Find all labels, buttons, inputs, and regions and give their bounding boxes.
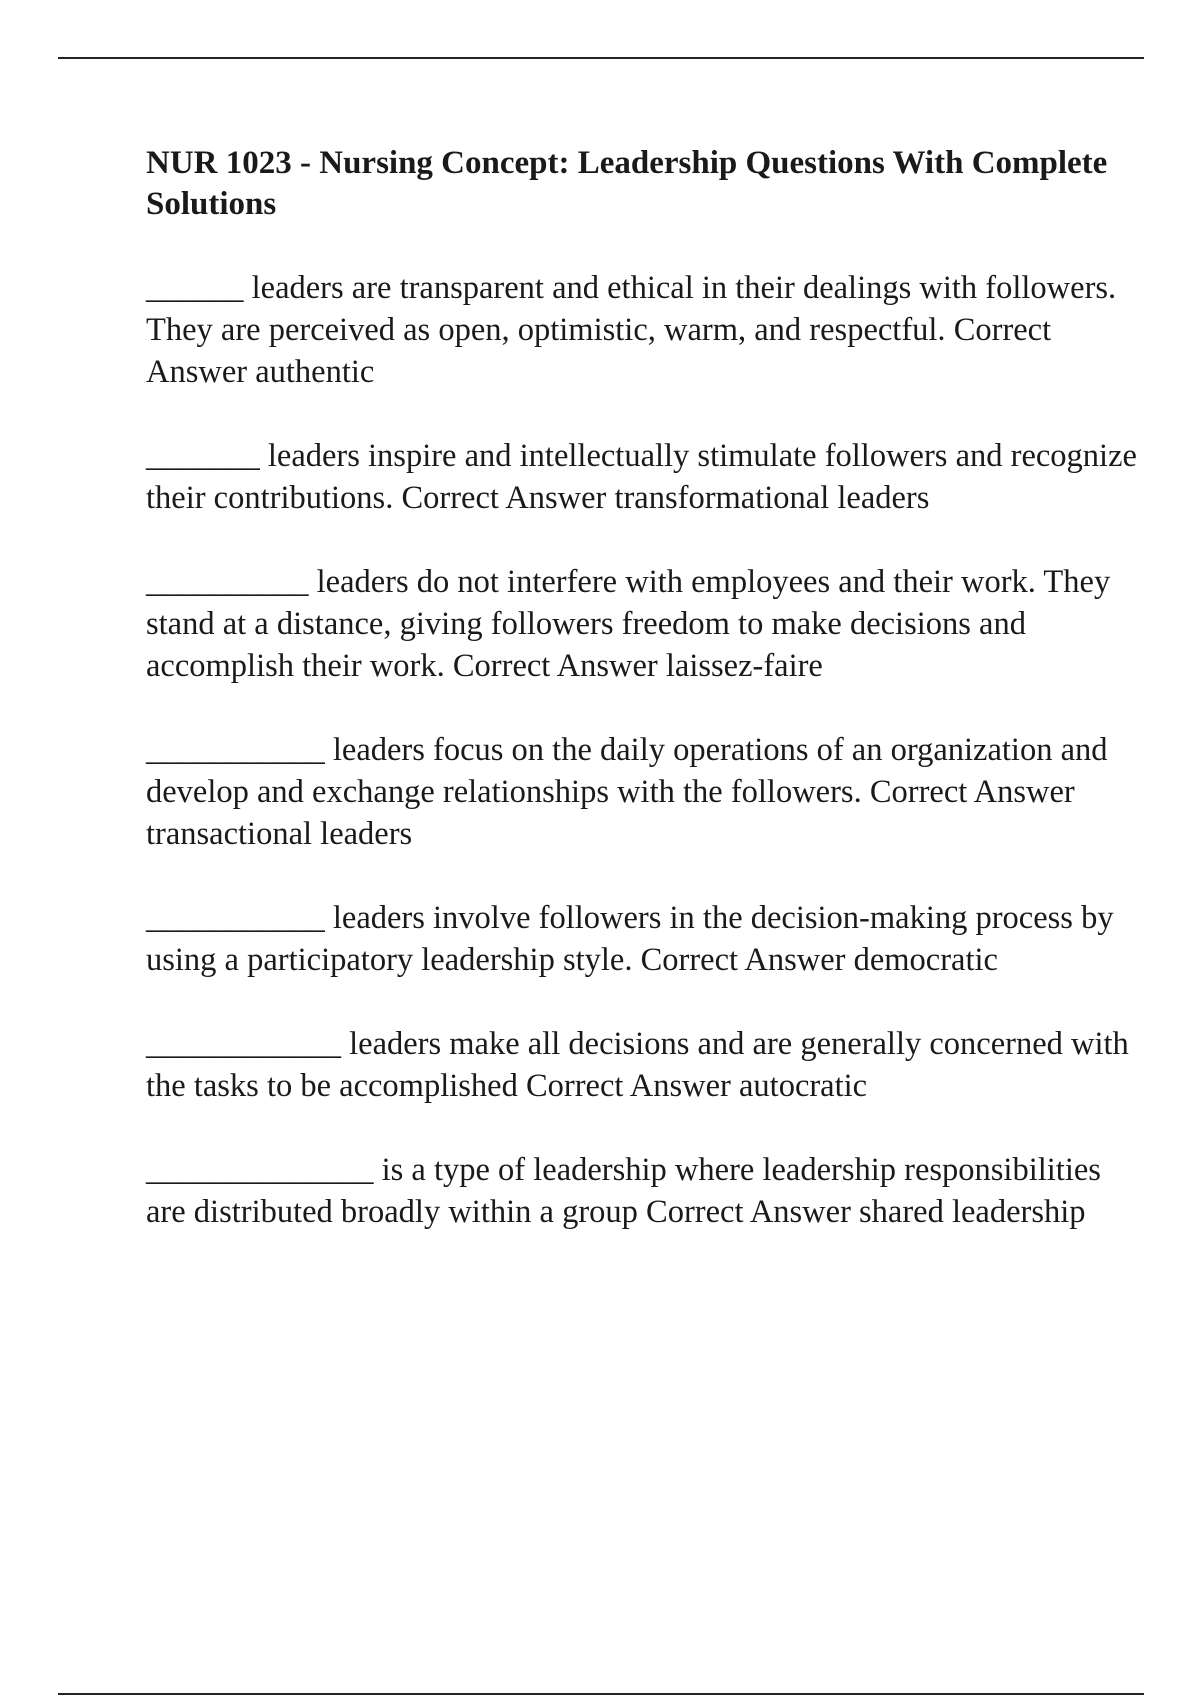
- qa-item: [146, 1149, 1146, 1233]
- bottom-rule: [58, 1693, 1144, 1695]
- answer-text: transformational leaders: [614, 480, 930, 516]
- answer-text: authentic: [255, 354, 375, 390]
- answer-label: Correct Answer: [146, 312, 1052, 390]
- question-text: __________ leaders do not interfere with employees and their work. They stand at a distance, giving followers freedom to make decisions and accomplish their work.: [146, 564, 1111, 684]
- question-text: ______________ is a type of leadership where leadership responsibilities are distributed broadly within a group: [146, 1152, 1101, 1230]
- top-rule: [58, 57, 1144, 59]
- answer-label: Correct Answer: [452, 648, 658, 684]
- answer-label: Correct Answer: [525, 1068, 731, 1104]
- question-text: ___________ leaders involve followers in the decision-making process by using a participatory leadership style.: [146, 900, 1114, 978]
- qa-item: [146, 435, 1146, 519]
- question-text: _______ leaders inspire and intellectually stimulate followers and recognize their contributions.: [146, 438, 1137, 516]
- qa-item: [146, 267, 1146, 393]
- qa-item: [146, 561, 1146, 687]
- question-text: ____________ leaders make all decisions and are generally concerned with the tasks to be accomplished: [146, 1026, 1129, 1104]
- qa-item: [146, 897, 1146, 981]
- answer-text: transactional leaders: [146, 816, 413, 852]
- answer-label: Correct Answer: [640, 942, 846, 978]
- question-text: ______ leaders are transparent and ethical in their dealings with followers. They are perceived as open, optimistic, warm, and respectful.: [146, 270, 1117, 348]
- question-text: ___________ leaders focus on the daily operations of an organization and develop and exchange relationships with the followers.: [146, 732, 1108, 810]
- answer-text: autocratic: [738, 1068, 868, 1104]
- qa-item: [146, 729, 1146, 855]
- document-body: [146, 143, 1146, 1275]
- answer-label: Correct Answer: [869, 774, 1075, 810]
- answer-label: Correct Answer: [401, 480, 607, 516]
- answer-label: Correct Answer: [646, 1194, 851, 1230]
- answer-text: shared leadership: [859, 1194, 1086, 1230]
- qa-item: [146, 1023, 1146, 1107]
- answer-text: democratic: [853, 942, 998, 978]
- document-title: NUR 1023 - Nursing Concept: Leadership Questions With Complete Solutions: [146, 145, 1108, 222]
- answer-text: laissez-faire: [665, 648, 823, 684]
